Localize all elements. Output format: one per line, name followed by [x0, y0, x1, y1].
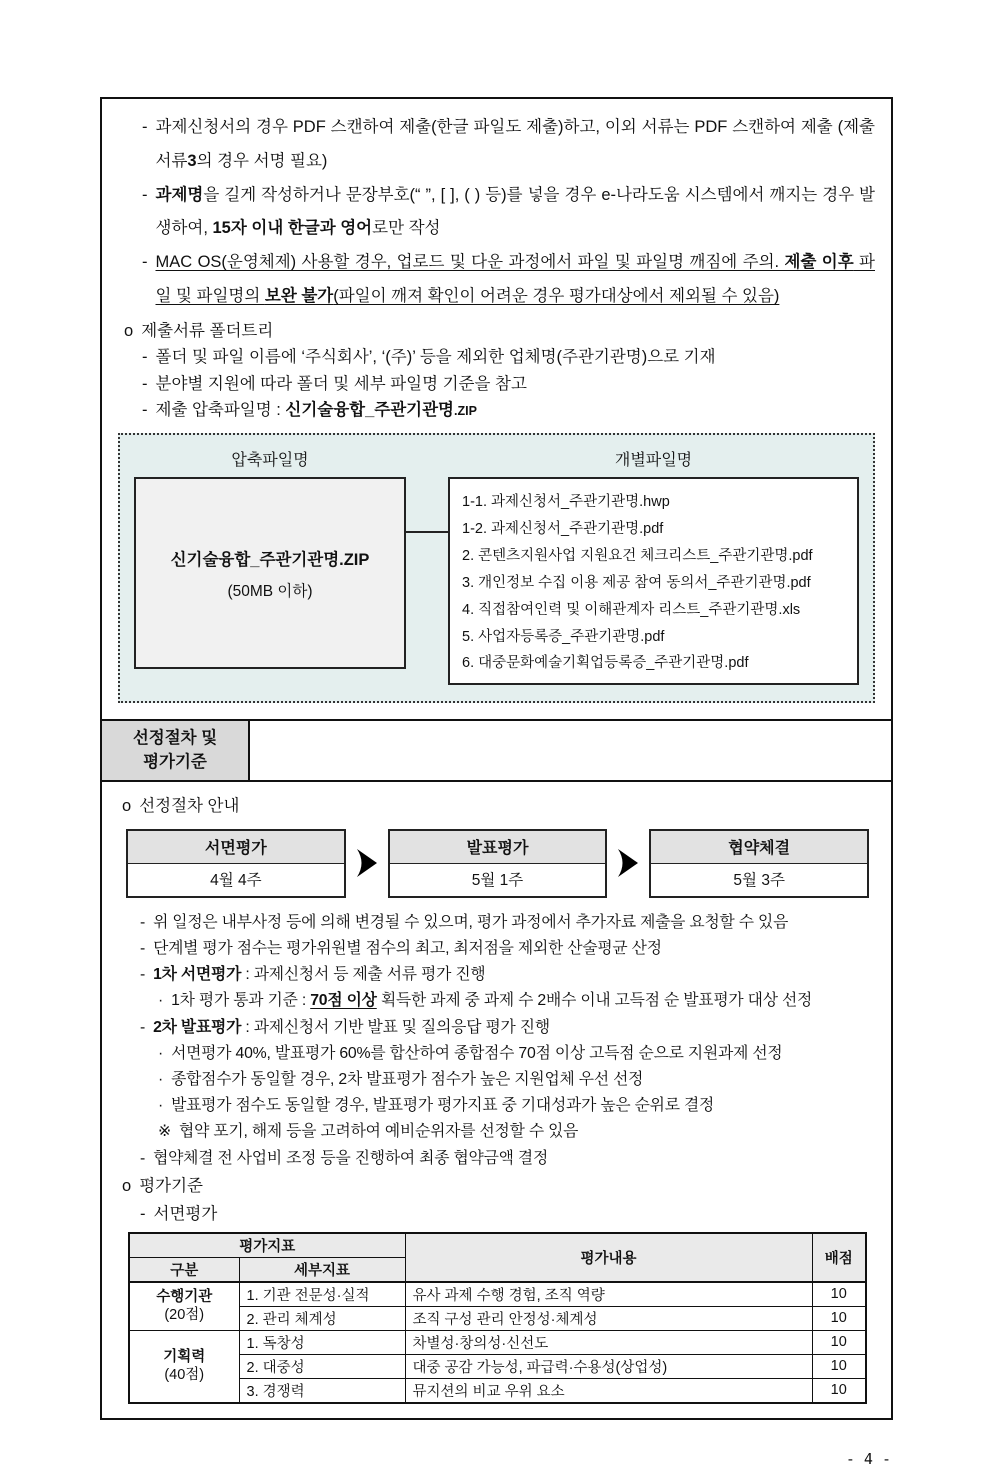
line-text [139, 792, 877, 820]
bullet-marker: - [142, 118, 148, 136]
text-segment: 서면평가 40%, 발표평가 60%를 합산하여 종합점수 70점 이상 고득점 순으로 지원과제 선정 [171, 1044, 783, 1062]
line-text [153, 910, 877, 936]
content-cell: 뮤지션의 비교 우위 요소 [405, 1378, 812, 1403]
bullet-marker: - [140, 1204, 146, 1223]
file-list-item: 2. 콘텐츠지원사업 지원요건 체크리스트_주관기관명.pdf [462, 548, 813, 565]
bullet-marker: - [140, 966, 146, 984]
procedure-bullet-lines [116, 910, 877, 1172]
score-cell: 10 [812, 1306, 866, 1330]
flow-step-paper-eval [126, 829, 346, 898]
line-text [153, 1146, 877, 1172]
procedure-heading [116, 792, 877, 820]
table-row [129, 1378, 866, 1403]
content-cell: 조직 구성 관리 안정성·체계성 [405, 1306, 812, 1330]
text-segment: 70점 이상 [310, 992, 377, 1010]
text-segment: 획득한 과제 중 과제 수 2배수 이내 고득점 순 발표평가 대상 선정 [376, 992, 813, 1010]
files-column [448, 447, 859, 685]
flow-step-date: 5월 3주 [651, 864, 867, 896]
sub-indicator-cell: 2. 대중성 [239, 1354, 405, 1378]
file-list-item: 1-1. 과제신청서_주관기관명.hwp [462, 494, 670, 511]
score-cell: 10 [812, 1282, 866, 1307]
zip-column-label: 압축파일명 [231, 452, 309, 470]
line-text [171, 1093, 877, 1119]
text-segment: 1차 서면평가 [153, 966, 242, 984]
text-segment: 파일 및 파일명의 [155, 253, 875, 306]
bullet-marker: o [124, 321, 134, 340]
line-text [141, 318, 875, 344]
text-line [118, 111, 875, 179]
text-line [118, 344, 875, 370]
text-line [118, 371, 875, 397]
criteria-heading [116, 1172, 877, 1228]
text-line [116, 936, 877, 962]
bullet-marker: - [140, 1149, 146, 1167]
text-segment: MAC OS(운영체제) 사용할 경우, 업로드 및 다운 과정에서 파일 및 파일명 깨짐에 주의. [155, 253, 785, 272]
table-header-row [129, 1233, 866, 1258]
text-line [116, 1119, 877, 1145]
text-segment: 발표평가 점수도 동일할 경우, 발표평가 평가지표 중 기대성과가 높은 순위로 결정 [171, 1097, 715, 1115]
text-segment: .ZIP [454, 404, 477, 419]
folder-tree-note-lines [118, 318, 875, 424]
document-outer-frame [100, 97, 893, 1420]
bullet-marker: · [158, 1044, 164, 1062]
text-line [118, 179, 875, 247]
section-label-cell [102, 721, 250, 779]
file-list-box [448, 477, 859, 685]
flow-step-date: 4월 4주 [128, 864, 344, 896]
text-segment: 3 [187, 151, 197, 170]
text-line [118, 246, 875, 314]
category-name: 기획력 [163, 1348, 206, 1365]
text-segment: : 과제신청서 기반 발표 및 질의응답 평가 진행 [241, 1018, 550, 1036]
text-segment: 제출서류 폴더트리 [141, 321, 274, 340]
text-segment: 제출 압축파일명 : [155, 401, 286, 420]
bullet-marker: ※ [158, 1123, 172, 1141]
text-line [116, 1200, 877, 1228]
header-sub-indicator: 세부지표 [239, 1257, 405, 1282]
text-segment: 신기술융합_주관기관명 [285, 401, 454, 420]
line-text [179, 1119, 877, 1145]
line-text [171, 1041, 877, 1067]
text-line [116, 1041, 877, 1067]
line-text [171, 988, 877, 1014]
bullet-marker: - [142, 348, 148, 367]
sub-indicator-cell: 1. 기관 전문성·실적 [239, 1282, 405, 1307]
content-cell: 차별성·창의성·신선도 [405, 1330, 812, 1354]
flow-step-agreement [649, 829, 869, 898]
file-list-item: 6. 대중문화예술기획업등록증_주관기관명.pdf [462, 655, 749, 672]
sub-indicator-cell: 3. 경쟁력 [239, 1378, 405, 1403]
table-row [129, 1306, 866, 1330]
flow-step-presentation-eval [388, 829, 608, 898]
header-score: 배점 [812, 1233, 866, 1282]
text-line [118, 318, 875, 344]
bullet-marker: - [142, 185, 148, 204]
text-segment: 선정절차 안내 [139, 796, 240, 815]
text-segment: 단계별 평가 점수는 평가위원별 점수의 최고, 최저점을 제외한 산술평균 산정 [153, 939, 662, 957]
score-cell: 10 [812, 1330, 866, 1354]
content-cell: 대중 공감 가능성, 파급력·수용성(상업성) [405, 1354, 812, 1378]
evaluation-table-wrap [128, 1232, 867, 1404]
text-segment: 분야별 지원에 따라 폴더 및 세부 파일명 기준을 참고 [155, 374, 527, 393]
text-line [118, 397, 875, 423]
table-row [129, 1282, 866, 1307]
flow-step-title: 발표평가 [390, 831, 606, 864]
score-cell: 10 [812, 1354, 866, 1378]
text-segment: 1차 평가 통과 기준 : [171, 992, 311, 1010]
text-segment: 서면평가 [153, 1204, 218, 1223]
line-text [156, 344, 876, 370]
flow-step-title: 서면평가 [128, 831, 344, 864]
tree-connector-line [406, 531, 450, 533]
bullet-marker: · [158, 1097, 164, 1115]
text-segment: 위 일정은 내부사정 등에 의해 변경될 수 있으며, 평가 과정에서 추가자료 제출을 요청할 수 있음 [153, 913, 789, 931]
line-text [156, 246, 876, 314]
text-segment: 15자 이내 한글과 영어 [212, 219, 373, 238]
text-segment: 의 경우 서명 필요) [196, 151, 328, 170]
text-line [116, 792, 877, 820]
text-segment: 제출 이후 [784, 253, 854, 272]
bullet-marker: - [142, 253, 148, 272]
files-column-label: 개별파일명 [614, 452, 693, 470]
bullet-marker: o [122, 796, 132, 815]
text-segment: 폴더 및 파일 이름에 ‘주식회사’, ‘(주)’ 등을 제외한 업체명(주관기관명)으로 기재 [155, 348, 716, 367]
bullet-marker: · [158, 992, 164, 1010]
section-label-line1: 선정절차 및 [132, 729, 218, 748]
category-cell [129, 1330, 239, 1403]
text-line [116, 1172, 877, 1200]
line-text [153, 936, 877, 962]
text-segment: 보완 불가 [264, 287, 334, 306]
file-list-item: 3. 개인정보 수집 이용 제공 참여 동의서_주관기관명.pdf [462, 574, 811, 591]
text-segment: 2차 발표평가 [153, 1018, 242, 1036]
submission-notes-section [102, 99, 891, 721]
text-line [116, 1093, 877, 1119]
zip-file-box [134, 477, 406, 669]
line-text [171, 1067, 877, 1093]
text-segment: (파일이 깨져 확인이 어려운 경우 평가대상에서 제외될 수 있음) [333, 287, 780, 306]
text-line [116, 1015, 877, 1041]
text-line [116, 1067, 877, 1093]
header-content: 평가내용 [405, 1233, 812, 1282]
selection-procedure-section [102, 782, 891, 1418]
line-text [153, 962, 877, 988]
line-text [153, 1015, 877, 1041]
bullet-marker: - [142, 401, 148, 420]
line-text [156, 111, 876, 179]
submission-note-lines [118, 111, 875, 314]
section-label-line2: 평가기준 [143, 752, 207, 771]
flow-step-date: 5월 1주 [390, 864, 606, 896]
section-label-empty-cell [250, 721, 891, 779]
selection-flow-diagram [126, 829, 869, 898]
section-label-row [102, 721, 891, 781]
line-text [156, 371, 876, 397]
category-points: (40점) [164, 1367, 205, 1384]
text-segment: 과제신청서의 경우 PDF 스캔하여 제출(한글 파일도 제출)하고, 이외 서류는 PDF 스캔하여 제출 (제출서류 [155, 118, 875, 170]
bullet-marker: - [140, 1018, 146, 1036]
score-cell: 10 [812, 1378, 866, 1403]
text-line [116, 962, 877, 988]
folder-tree-diagram [118, 433, 875, 703]
zip-column [134, 447, 406, 685]
flow-arrow-icon [607, 847, 649, 879]
flow-step-title: 협약체결 [651, 831, 867, 864]
text-segment: 협약 포기, 해제 등을 고려하여 예비순위자를 선정할 수 있음 [179, 1123, 579, 1141]
zip-file-name: 신기술융합_주관기관명.ZIP [170, 550, 370, 569]
bullet-marker: o [122, 1176, 132, 1195]
line-text [156, 397, 876, 423]
evaluation-table [128, 1232, 867, 1404]
text-segment: 종합점수가 동일할 경우, 2차 발표평가 점수가 높은 지원업체 우선 선정 [171, 1070, 644, 1088]
text-segment: 평가기준 [139, 1176, 203, 1195]
category-cell [129, 1282, 239, 1331]
text-line [116, 1146, 877, 1172]
file-list-item: 5. 사업자등록증_주관기관명.pdf [462, 628, 665, 645]
header-category: 구분 [129, 1257, 239, 1282]
content-cell: 유사 과제 수행 경험, 조직 역량 [405, 1282, 812, 1307]
bullet-marker: - [142, 374, 148, 393]
bullet-marker: - [140, 939, 146, 957]
header-indicator: 평가지표 [129, 1233, 405, 1258]
zip-file-size-limit: (50MB 이하) [227, 582, 313, 600]
page-number: - 4 - [845, 1449, 891, 1468]
sub-indicator-cell: 1. 독창성 [239, 1330, 405, 1354]
text-segment: 협약체결 전 사업비 조정 등을 진행하여 최종 협약금액 결정 [153, 1149, 549, 1167]
text-segment: : 과제신청서 등 제출 서류 평가 진행 [241, 966, 486, 984]
file-list-item: 1-2. 과제신청서_주관기관명.pdf [462, 521, 664, 538]
sub-indicator-cell: 2. 관리 체계성 [239, 1306, 405, 1330]
line-text [139, 1172, 877, 1200]
line-text [154, 1200, 878, 1228]
text-line [116, 910, 877, 936]
bullet-marker: - [140, 913, 146, 931]
line-text [156, 179, 876, 247]
file-list-item: 4. 직접참여인력 및 이해관계자 리스트_주관기관명.xls [462, 601, 801, 618]
bullet-marker: · [158, 1070, 164, 1088]
table-row [129, 1354, 866, 1378]
text-segment: 로만 작성 [372, 219, 441, 238]
category-points: (20점) [164, 1307, 205, 1324]
text-segment: 을 길게 작성하거나 문장부호(“ ”, [ ], ( ) 등)를 넣을 경우 e-나라도움 시스템에서 깨지는 경우 발생하여, [155, 185, 875, 238]
text-line [116, 988, 877, 1014]
flow-arrow-icon [346, 847, 388, 879]
category-name: 수행기관 [156, 1288, 213, 1305]
table-row [129, 1330, 866, 1354]
text-segment: 과제명 [155, 185, 204, 204]
